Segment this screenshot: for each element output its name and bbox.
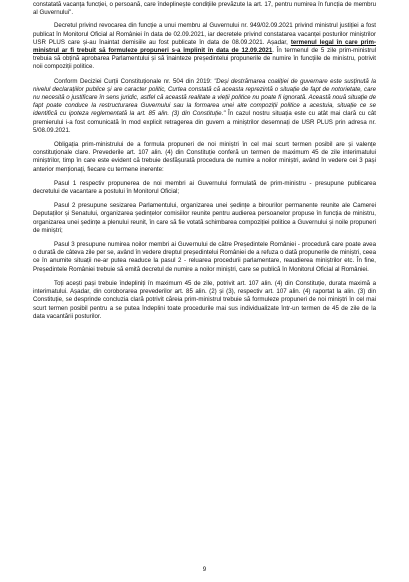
paragraph-2 — [33, 22, 376, 71]
paragraph-4-text: Obligația prim-ministrului de a formula propuneri de noi miniștri în cel mai scurt termen posibil are și valențe constituționale clare. Prevederile art. 107 alin. (4) din Constituție conferă un termen de maximum 45 de zile interimatului miniștrilor, timp în care este evident că trebuie desfășurată procedura de numire a noilor miniștri, având în vedere cei 3 pași anterior menționați, fiecare cu termene inerente: — [33, 141, 376, 173]
paragraph-1 — [33, 1, 376, 17]
paragraph-3-intro: Conform Deciziei Curții Constituționale nr. 504 din 2019: — [54, 77, 212, 85]
paragraph-2-text: Decretul privind revocarea din funcție a unui membru al Guvernului nr. 949/02.09.2021 privind ministrul justiției a fost publicat în Monitorul Oficial al României în data de 02.09.2021, iar decretele privind constatarea vacanței posturilor miniștrilor USR PLUS care și-au înaintat demisiile au fost publicate în data de 08.09.2021. Așadar, — [33, 22, 376, 46]
paragraph-8 — [33, 280, 376, 321]
paragraph-7-step-3 — [33, 241, 376, 274]
paragraph-5-step-1 — [33, 180, 376, 196]
paragraph-7-text: Pasul 3 presupune numirea noilor membri ai Guvernului de către Președintele României - procedură care poate avea o durată de câteva zile per se, având în vedere dreptul președintelui României de a refuza o dată propunerile de miniștri, ceea ce în anumite situații ne-ar putea readuce la pasul 2 - reluarea procedurii parlamentare, reaudierea miniștrilor etc. În fine, Președintele României trebuie să emită decretul de numire a noilor miniștri, care se publică în Monitorul Oficial al României. — [33, 241, 376, 273]
paragraph-1-text: constatată vacanța funcției, o persoană, care îndeplinește condițiile prevăzute la art. 17, pentru numirea în funcția de membru al Guvernului". — [33, 1, 376, 17]
paragraph-6-text: Pasul 2 presupune sesizarea Parlamentului, organizarea unei ședințe a birourilor permanente reunite ale Camerei Deputaților și Senatului, organizarea ședințelor comisiilor reunite pentru audierea persoanelor propuse în funcția de ministru, organizarea unei ședințe a plenului reunit, în care să fie votată schimbarea compoziției politice a Guvernului și noile propuneri de miniștri; — [33, 202, 376, 234]
paragraph-4 — [33, 141, 376, 174]
paragraph-3-text: În cazul nostru situația este cu atât mai clară cu cât premierului i-a fost comunicată în mod explicit retragerea din guvern a miniștrilor desemnați de USR PLUS prin adresa nr. 5/08.09.2021. — [33, 110, 376, 134]
paragraph-3-quote: "Deși destrămarea coaliției de guvernare este susținută la nivelul declarațiilor publice și are caracter politic, Curtea constată că aceasta reprezintă o situație de fapt de notorietate, care nu necesită o justificare în sens juridic, astfel că această realitate a vieții politice nu poate fi ignorată. Această nouă situație de fapt poate conduce la restructurarea Guvernului sau la formarea unei alte compoziții politice a acestuia, situație ce se identifică cu ipoteza reglementată la art. 85 alin. (3) din Constituție." — [33, 77, 376, 118]
paragraph-6-step-2 — [33, 202, 376, 235]
paragraph-2-emphasis: termenul legal în care prim-ministrul ar fi trebuit să formuleze propuneri s-a împlinit în data de 12.09.2021 — [33, 38, 376, 55]
paragraph-5-text: Pasul 1 respectiv propunerea de noi membri ai Guvernului formulată de prim-ministru - presupune publicarea decretului de vacantare a postului în Monitorul Oficial; — [33, 179, 376, 196]
paragraph-2-text-end: . În termenul de 5 zile prim-ministrul trebuia să obțină aprobarea Parlamentului și să înainteze președintelui propunerile de numire în funcțiile de ministru, potrivit noii compoziții politice. — [33, 47, 376, 71]
page-number: 9 — [202, 566, 207, 573]
paragraph-8-text: Toți acești pași trebuie îndepliniți în maximum 45 de zile, potrivit art. 107 alin. (4) din Constituție, durata maximă a interimatului. Așadar, din coroborarea prevederilor art. 85 alin. (2) și (3), respectiv art. 107 alin. (4) raportat la alin. (3) din Constituție, se desprinde concluzia clară potrivit căreia prim-ministrul trebuie să formuleze propuneri de noi miniștri în cel mai scurt termen posibil pentru a se putea îndeplini toate procedurile mai sus individualizate într-un termen de 45 de zile de la data vacantării posturilor. — [33, 279, 376, 320]
paragraph-3 — [33, 78, 376, 135]
